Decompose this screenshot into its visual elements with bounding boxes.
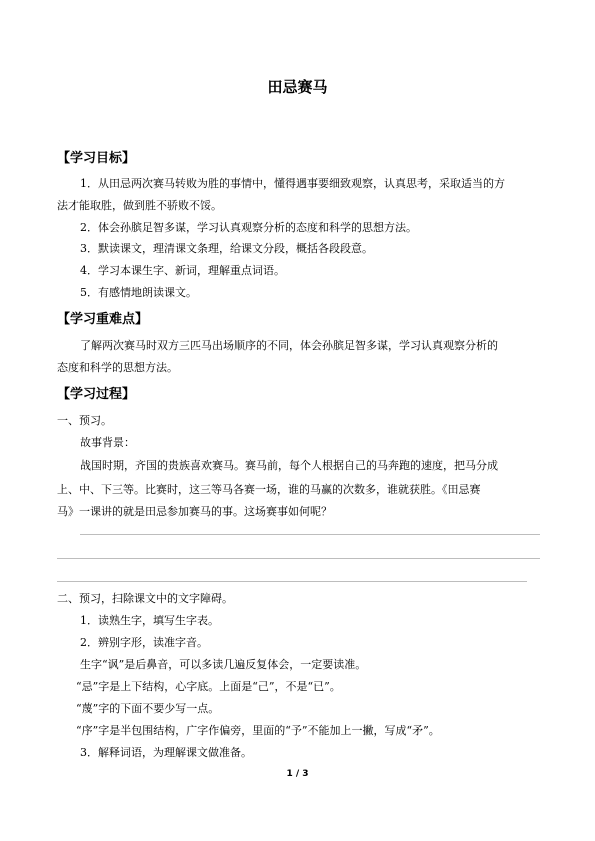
note-1: 生字“讽”是后鼻音，可以多读几遍反复体会，一定要读准。 [80, 658, 367, 671]
note-4: “序”字是半包围结构，广字作偏旁，里面的“予”不能加上一撇，写成“矛”。 [76, 724, 440, 737]
page-number: 1 / 3 [286, 769, 309, 779]
goal-item-1-line-2: 法才能取胜，做到胜不骄败不馁。 [57, 199, 222, 212]
part-1-title: 一、预习。 [57, 414, 112, 427]
background-line-1: 战国时期，齐国的贵族喜欢赛马。赛马前，每个人根据自己的马奔跑的速度，把马分成 [80, 459, 498, 472]
background-line-2: 上、中、下三等。比赛时，这三等马各赛一场，谁的马赢的次数多，谁就获胜。《田忌赛 [57, 483, 481, 496]
key-points-heading: 【学习重难点】 [57, 312, 149, 327]
goals-heading: 【学习目标】 [57, 151, 136, 166]
step-3: 3．解释词语，为理解课文做准备。 [80, 746, 252, 759]
goal-item-2: 2．体会孙膑足智多谋，学习认真观察分析的态度和科学的思想方法。 [80, 221, 417, 234]
goal-item-1-line-1: 1．从田忌两次赛马转败为胜的事情中，懂得遇事要细致观察，认真思考，采取适当的方 [80, 177, 505, 190]
goal-item-4: 4．学习本课生字、新词，理解重点词语。 [80, 264, 285, 277]
key-points-line-2: 态度和科学的思想方法。 [57, 361, 178, 374]
note-2: “忌”字是上下结构，心字底。上面是“己”，不是“已”。 [76, 680, 341, 693]
step-2: 2．辨别字形，读准字音。 [80, 636, 208, 649]
goal-item-5: 5．有感情地朗读课文。 [80, 286, 197, 299]
key-points-line-1: 了解两次赛马时双方三匹马出场顺序的不同，体会孙膑足智多谋，学习认真观察分析的 [80, 339, 498, 352]
answer-line-2 [57, 558, 540, 559]
answer-line-1 [80, 534, 540, 535]
goal-item-3: 3．默读课文，理清课文条理，给课文分段，概括各段段意。 [80, 242, 373, 255]
page-title: 田忌赛马 [267, 78, 328, 96]
step-1: 1．读熟生字，填写生字表。 [80, 614, 219, 627]
answer-line-3 [57, 581, 527, 582]
note-3: “蔑”字的下面不要少写一点。 [76, 702, 220, 715]
part-2-title: 二、预习，扫除课文中的文字障碍。 [57, 592, 233, 605]
background-label: 故事背景： [80, 436, 135, 449]
background-line-3: 马》一课讲的就是田忌参加赛马的事。这场赛事如何呢？ [57, 505, 332, 518]
process-heading: 【学习过程】 [57, 387, 136, 402]
